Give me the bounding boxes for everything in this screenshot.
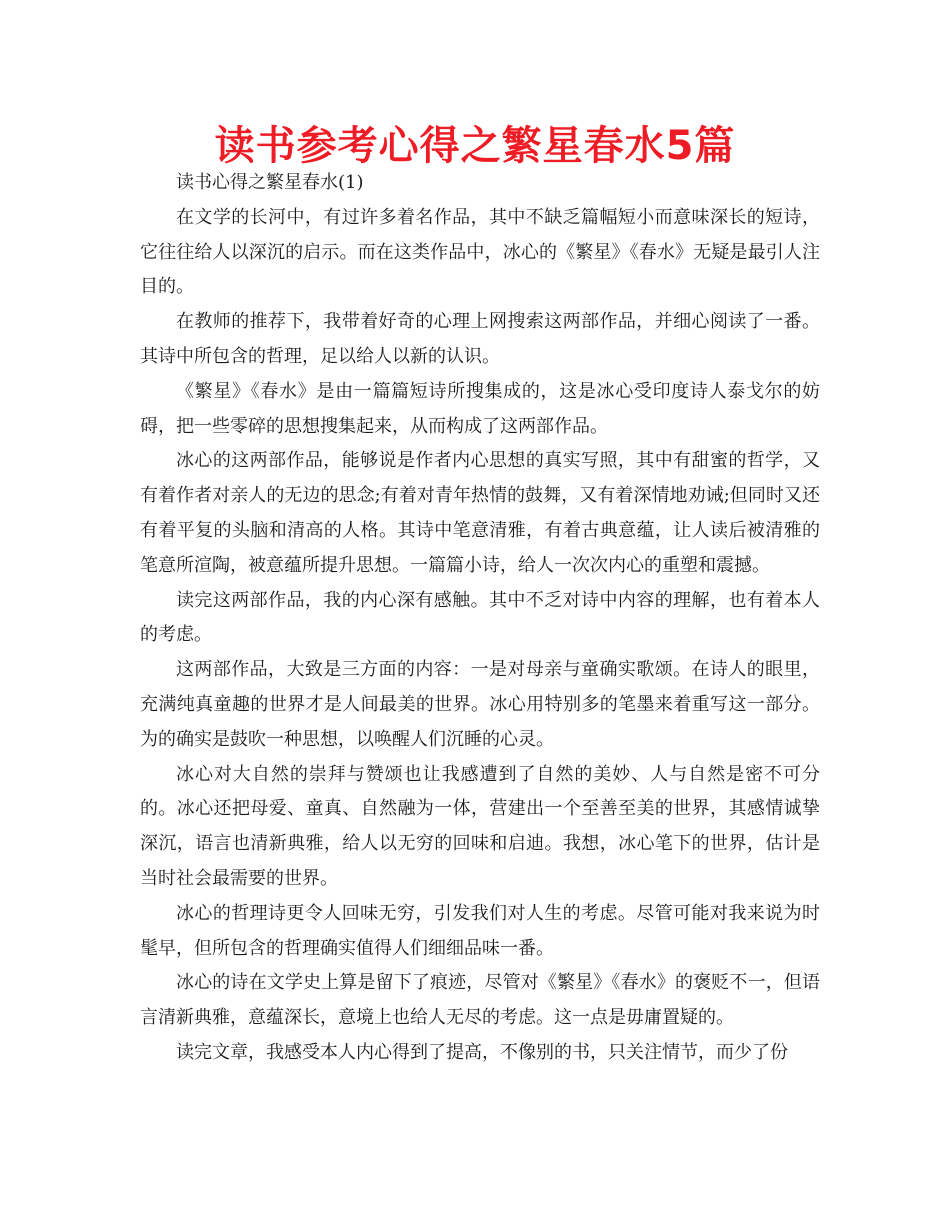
paragraph: 这两部作品，大致是三方面的内容：一是对母亲与童确实歌颂。在诗人的眼里，充满纯真童趣的世界才是人间最美的世界。冰心用特别多的笔墨来着重写这一部分。为的确实是鼓吹一种思想，以唤醒人们沉睡的心灵。 xyxy=(140,659,820,750)
paragraph: 读完这两部作品，我的内心深有感触。其中不乏对诗中内容的理解，也有着本人的考虑。 xyxy=(140,589,820,646)
paragraph: 冰心对大自然的崇拜与赞颂也让我感遭到了自然的美妙、人与自然是密不可分的。冰心还把母爱、童真、自然融为一体，营建出一个至善至美的世界，其感情诚挚深沉，语言也清新典雅，给人以无穷的回味和启迪。我想，冰心笔下的世界，估计是当时社会最需要的世界。 xyxy=(140,763,820,889)
document-body xyxy=(140,166,820,1071)
paragraph: 读完文章，我感受本人内心得到了提高，不像别的书，只关注情节，而少了份 xyxy=(176,1041,788,1063)
paragraph: 《繁星》《春水》是由一篇篇短诗所搜集成的，这是冰心受印度诗人泰戈尔的妨碍，把一些零碎的思想搜集起来，从而构成了这两部作品。 xyxy=(140,380,820,437)
section-subtitle: 读书心得之繁星春水(1) xyxy=(176,172,364,193)
paragraph: 冰心的这两部作品，能够说是作者内心思想的真实写照，其中有甜蜜的哲学，又有着作者对亲人的无边的思念;有着对青年热情的鼓舞，又有着深情地劝诫;但同时又还有着平复的头脑和清高的人格。其诗中笔意清雅，有着古典意蕴，让人读后被清雅的笔意所渲陶，被意蕴所提升思想。一篇篇小诗，给人一次次内心的重塑和震撼。 xyxy=(140,450,820,576)
document-title: 读书参考心得之繁星春水5篇 xyxy=(214,123,736,169)
paragraph: 冰心的哲理诗更令人回味无穷，引发我们对人生的考虑。尽管可能对我来说为时髦早，但所包含的哲理确实值得人们细细品味一番。 xyxy=(140,902,820,959)
paragraph: 冰心的诗在文学史上算是留下了痕迹，尽管对《繁星》《春水》的褒贬不一，但语言清新典雅，意蕴深长，意境上也给人无尽的考虑。这一点是毋庸置疑的。 xyxy=(140,972,820,1029)
paragraph: 在教师的推荐下，我带着好奇的心理上网搜索这两部作品，并细心阅读了一番。其诗中所包含的哲理，足以给人以新的认识。 xyxy=(140,311,820,367)
paragraph: 在文学的长河中，有过许多着名作品，其中不缺乏篇幅短小而意味深长的短诗，它往往给人以深沉的启示。而在这类作品中，冰心的《繁星》《春水》无疑是最引人注目的。 xyxy=(140,206,820,298)
